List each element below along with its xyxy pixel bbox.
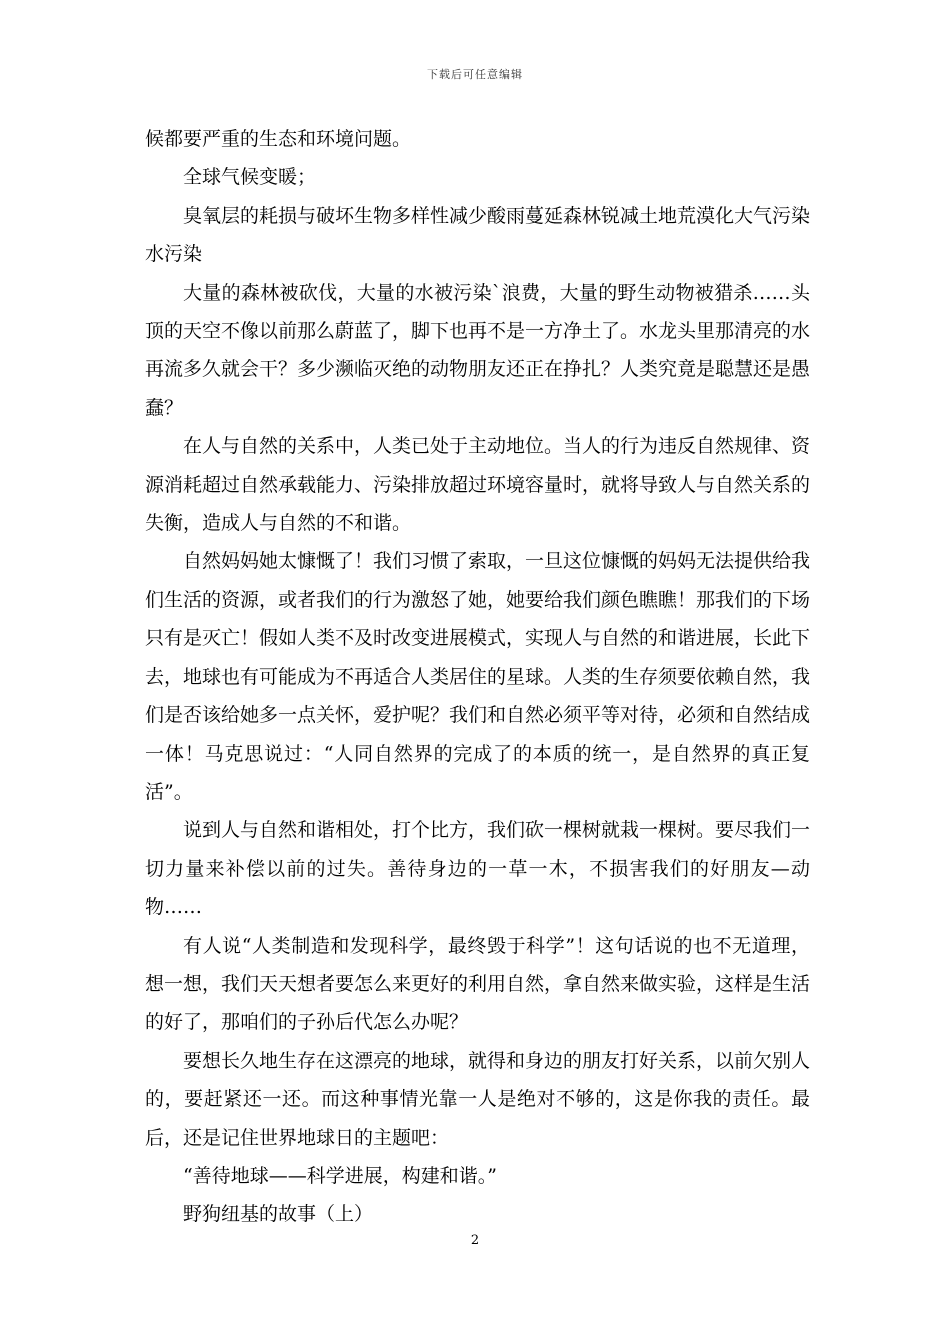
paragraph: 自然妈妈她太慷慨了！我们习惯了索取，一旦这位慷慨的妈妈无法提供给我们生活的资源，或者我们的行为激怒了她，她要给我们颜色瞧瞧！那我们的下场只有是灭亡！假如人类不及时改变进展模式，实现人与自然的和谐进展，长此下去，地球也有可能成为不再适合人类居住的星球。人类的生存须要依赖自然，我们是否该给她多一点关怀，爱护呢？我们和自然必须平等对待，必须和自然结成一体！马克思说过：“人同自然界的完成了的本质的统一，是自然界的真正复活”。 (145, 550, 811, 803)
page-number: 2 (470, 1233, 480, 1248)
paragraph: 臭氧层的耗损与破坏生物多样性减少酸雨蔓延森林锐减土地荒漠化大气污染水污染 (145, 204, 811, 266)
section-title: 野狗纽基的故事（上） (183, 1203, 374, 1226)
paragraph-quote: “善待地球——科学进展，构建和谐。” (183, 1164, 497, 1187)
document-body (145, 120, 810, 1234)
page-header: 下载后可任意编辑 (427, 68, 523, 81)
paragraph: 要想长久地生存在这漂亮的地球，就得和身边的朋友打好关系，以前欠别人的，要赶紧还一还。而这种事情光靠一人是绝对不够的，这是你我的责任。最后，还是记住世界地球日的主题吧： (145, 1049, 811, 1149)
paragraph: 全球气候变暖； (183, 166, 317, 189)
paragraph: 说到人与自然和谐相处，打个比方，我们砍一棵树就栽一棵树。要尽我们一切力量来补偿以前的过失。善待身边的一草一木，不损害我们的好朋友—动物…… (145, 819, 811, 919)
paragraph: 有人说“人类制造和发现科学，最终毁于科学”！这句话说的也不无道理，想一想，我们天天想者要怎么来更好的利用自然，拿自然来做实验，这样是生活的好了，那咱们的子孙后代怎么办呢？ (145, 934, 811, 1034)
paragraph-continuation: 候都要严重的生态和环境问题。 (145, 128, 412, 150)
paragraph: 在人与自然的关系中，人类已处于主动地位。当人的行为违反自然规律、资源消耗超过自然承载能力、污染排放超过环境容量时，就将导致人与自然关系的失衡，造成人与自然的不和谐。 (145, 435, 811, 535)
paragraph: 大量的森林被砍伐，大量的水被污染`浪费，大量的野生动物被猎杀……头顶的天空不像以前那么蔚蓝了，脚下也再不是一方净土了。水龙头里那清亮的水再流多久就会干？多少濒临灭绝的动物朋友还正在挣扎？人类究竟是聪慧还是愚蠢？ (145, 281, 811, 419)
